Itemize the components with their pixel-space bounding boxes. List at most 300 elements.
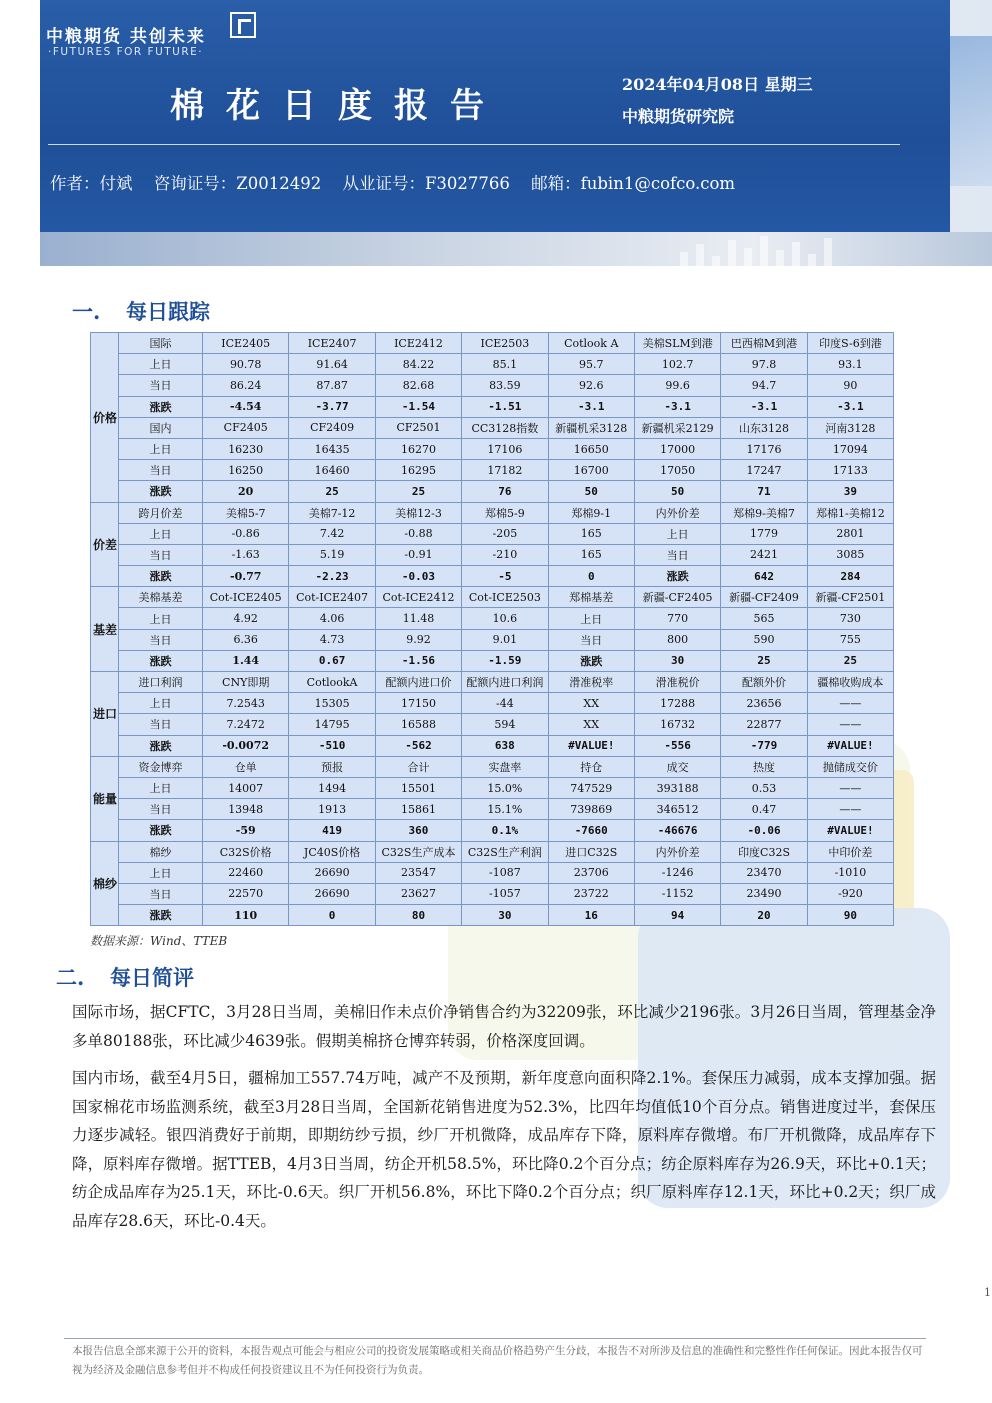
table-cell: 16700 xyxy=(548,460,634,481)
row-label: 当日 xyxy=(119,375,203,396)
group-label: 棉纱 xyxy=(91,841,119,926)
table-row xyxy=(91,333,894,354)
table-cell: -1010 xyxy=(807,862,893,883)
table-cell: 16650 xyxy=(548,438,634,459)
table-cell: -210 xyxy=(462,544,548,565)
table-cell: -4.54 xyxy=(203,396,289,417)
table-cell: 17050 xyxy=(634,460,720,481)
table-cell: 393188 xyxy=(634,777,720,798)
table-cell: CC3128指数 xyxy=(462,417,548,438)
table-cell: C32S生产利润 xyxy=(462,841,548,862)
table-cell: 590 xyxy=(721,629,807,650)
table-cell: CNY即期 xyxy=(203,672,289,693)
row-label: 当日 xyxy=(119,544,203,565)
table-cell: C32S价格 xyxy=(203,841,289,862)
table-cell: -1.63 xyxy=(203,544,289,565)
table-cell: 9.92 xyxy=(375,629,461,650)
table-row xyxy=(91,460,894,481)
table-cell: #VALUE! xyxy=(548,735,634,756)
table-cell: 新疆-CF2405 xyxy=(634,587,720,608)
table-cell: JC40S价格 xyxy=(289,841,375,862)
table-cell: 7.2472 xyxy=(203,714,289,735)
table-cell: 新疆-CF2501 xyxy=(807,587,893,608)
table-cell: 13948 xyxy=(203,799,289,820)
report-institute: 中粮期货研究院 xyxy=(622,107,735,126)
company-logo-text: 中粮期货 共创未来 xyxy=(46,27,206,47)
table-cell: 14795 xyxy=(289,714,375,735)
group-label: 基差 xyxy=(91,587,119,672)
table-cell: 16230 xyxy=(203,438,289,459)
table-cell: 26690 xyxy=(289,883,375,904)
table-cell: ICE2407 xyxy=(289,333,375,354)
table-cell: 新疆机采3128 xyxy=(548,417,634,438)
table-cell: Cot-ICE2412 xyxy=(375,587,461,608)
table-cell: 102.7 xyxy=(634,354,720,375)
report-date: 2024年04月08日 星期三 xyxy=(622,75,813,94)
table-cell: 16295 xyxy=(375,460,461,481)
table-cell: 郑棉1-美棉12 xyxy=(807,502,893,523)
table-row xyxy=(91,523,894,544)
table-cell: 15501 xyxy=(375,777,461,798)
table-cell: 4.73 xyxy=(289,629,375,650)
table-cell: -205 xyxy=(462,523,548,544)
row-label: 当日 xyxy=(119,714,203,735)
table-cell: —— xyxy=(807,693,893,714)
row-label: 资金博弈 xyxy=(119,756,203,777)
practice-id: 从业证号：F3027766 xyxy=(342,174,510,193)
table-cell: XX xyxy=(548,714,634,735)
table-cell: 实盘率 xyxy=(462,756,548,777)
table-cell: 346512 xyxy=(634,799,720,820)
row-label: 棉纱 xyxy=(119,841,203,862)
row-label: 涨跌 xyxy=(119,905,203,926)
table-cell: -0.03 xyxy=(375,566,461,587)
table-cell: 23627 xyxy=(375,883,461,904)
table-cell: 16460 xyxy=(289,460,375,481)
table-row xyxy=(91,714,894,735)
table-cell: 0 xyxy=(289,905,375,926)
table-cell: 30 xyxy=(634,650,720,671)
table-cell: -1087 xyxy=(462,862,548,883)
table-cell: 滑准税率 xyxy=(548,672,634,693)
table-cell: 16588 xyxy=(375,714,461,735)
table-cell: 河南3128 xyxy=(807,417,893,438)
table-cell: Cot-ICE2503 xyxy=(462,587,548,608)
table-cell: 110 xyxy=(203,905,289,926)
author-name: 作者：付斌 xyxy=(50,174,133,193)
table-cell: 6.36 xyxy=(203,629,289,650)
table-cell: 97.8 xyxy=(721,354,807,375)
table-cell: -3.1 xyxy=(807,396,893,417)
table-cell: 747529 xyxy=(548,777,634,798)
table-cell: 17150 xyxy=(375,693,461,714)
table-cell: 17133 xyxy=(807,460,893,481)
table-cell: -59 xyxy=(203,820,289,841)
table-cell: 26690 xyxy=(289,862,375,883)
table-cell: 上日 xyxy=(548,608,634,629)
table-cell: 抛储成交价 xyxy=(807,756,893,777)
table-row xyxy=(91,862,894,883)
table-cell: 91.64 xyxy=(289,354,375,375)
table-cell: 284 xyxy=(807,566,893,587)
table-cell: 755 xyxy=(807,629,893,650)
table-row xyxy=(91,820,894,841)
table-cell: 565 xyxy=(721,608,807,629)
table-cell: 22570 xyxy=(203,883,289,904)
row-label: 上日 xyxy=(119,354,203,375)
table-cell: 730 xyxy=(807,608,893,629)
table-cell: 594 xyxy=(462,714,548,735)
row-label: 美棉基差 xyxy=(119,587,203,608)
table-cell: -1.56 xyxy=(375,650,461,671)
table-cell: 当日 xyxy=(548,629,634,650)
table-cell: 85.1 xyxy=(462,354,548,375)
table-cell: 94 xyxy=(634,905,720,926)
table-cell: 16270 xyxy=(375,438,461,459)
table-row xyxy=(91,354,894,375)
table-cell: -3.77 xyxy=(289,396,375,417)
row-label: 上日 xyxy=(119,523,203,544)
table-cell: 郑棉9-1 xyxy=(548,502,634,523)
table-cell: 165 xyxy=(548,544,634,565)
table-row xyxy=(91,756,894,777)
table-cell: 美棉12-3 xyxy=(375,502,461,523)
table-cell: 2421 xyxy=(721,544,807,565)
table-cell: 83.59 xyxy=(462,375,548,396)
table-cell: Cot-ICE2407 xyxy=(289,587,375,608)
table-cell: —— xyxy=(807,799,893,820)
header-divider xyxy=(48,144,900,145)
table-cell: 0.1% xyxy=(462,820,548,841)
table-cell: 9.01 xyxy=(462,629,548,650)
table-cell: -0.88 xyxy=(375,523,461,544)
table-cell: 642 xyxy=(721,566,807,587)
table-cell: 87.87 xyxy=(289,375,375,396)
table-row xyxy=(91,735,894,756)
table-cell: -0.77 xyxy=(203,566,289,587)
row-label: 上日 xyxy=(119,693,203,714)
table-row xyxy=(91,629,894,650)
table-cell: -1246 xyxy=(634,862,720,883)
table-cell: 90 xyxy=(807,375,893,396)
table-cell: 17288 xyxy=(634,693,720,714)
row-label: 当日 xyxy=(119,460,203,481)
table-cell: 93.1 xyxy=(807,354,893,375)
table-cell: -3.1 xyxy=(548,396,634,417)
table-cell: 17182 xyxy=(462,460,548,481)
table-row xyxy=(91,481,894,502)
commentary-paragraph: 国际市场，据CFTC，3月28日当周，美棉旧作未点价净销售合约为32209张，环比减少2196张。3月26日当周，管理基金净多单80188张，环比减少4639张。假期美棉挤仓博弈转弱，价格深度回调。 xyxy=(72,1003,936,1050)
group-label: 能量 xyxy=(91,756,119,841)
table-cell: 95.7 xyxy=(548,354,634,375)
table-row xyxy=(91,608,894,629)
row-label: 当日 xyxy=(119,799,203,820)
row-label: 进口利润 xyxy=(119,672,203,693)
table-cell: 涨跌 xyxy=(548,650,634,671)
table-cell: 20 xyxy=(203,481,289,502)
table-cell: 17000 xyxy=(634,438,720,459)
table-cell: 4.92 xyxy=(203,608,289,629)
table-cell: 50 xyxy=(548,481,634,502)
table-row xyxy=(91,544,894,565)
table-cell: 25 xyxy=(289,481,375,502)
table-cell: CF2501 xyxy=(375,417,461,438)
table-row xyxy=(91,650,894,671)
table-cell: -46676 xyxy=(634,820,720,841)
table-cell: 0 xyxy=(548,566,634,587)
table-row xyxy=(91,566,894,587)
table-cell: #VALUE! xyxy=(807,820,893,841)
table-cell: -1.51 xyxy=(462,396,548,417)
table-cell: 7.2543 xyxy=(203,693,289,714)
table-cell: 配额内进口利润 xyxy=(462,672,548,693)
company-logo-icon xyxy=(230,12,256,38)
table-cell: 76 xyxy=(462,481,548,502)
table-row xyxy=(91,587,894,608)
table-cell: 合计 xyxy=(375,756,461,777)
table-cell: 热度 xyxy=(721,756,807,777)
table-cell: -7660 xyxy=(548,820,634,841)
table-cell: 1494 xyxy=(289,777,375,798)
data-source-note: 数据来源：Wind、TTEB xyxy=(90,934,228,948)
table-cell: 86.24 xyxy=(203,375,289,396)
table-cell: 23722 xyxy=(548,883,634,904)
table-cell: CotlookA xyxy=(289,672,375,693)
table-cell: -2.23 xyxy=(289,566,375,587)
table-cell: C32S生产成本 xyxy=(375,841,461,862)
group-label: 价格 xyxy=(91,333,119,503)
table-cell: -0.91 xyxy=(375,544,461,565)
table-cell: 14007 xyxy=(203,777,289,798)
table-cell: 16435 xyxy=(289,438,375,459)
row-label: 当日 xyxy=(119,629,203,650)
table-cell: 预报 xyxy=(289,756,375,777)
table-cell: 638 xyxy=(462,735,548,756)
table-cell: 50 xyxy=(634,481,720,502)
table-row xyxy=(91,438,894,459)
company-slogan: ·FUTURES FOR FUTURE· xyxy=(48,46,204,58)
table-cell: 上日 xyxy=(634,523,720,544)
table-cell: 新疆-CF2409 xyxy=(721,587,807,608)
table-row xyxy=(91,417,894,438)
table-cell: -1.54 xyxy=(375,396,461,417)
table-cell: -920 xyxy=(807,883,893,904)
table-cell: 23470 xyxy=(721,862,807,883)
table-cell: -1152 xyxy=(634,883,720,904)
table-row xyxy=(91,693,894,714)
section-title-commentary: 二. 每日简评 xyxy=(56,965,194,990)
table-row xyxy=(91,396,894,417)
table-cell: 419 xyxy=(289,820,375,841)
row-label: 上日 xyxy=(119,777,203,798)
table-cell: Cot-ICE2405 xyxy=(203,587,289,608)
table-cell: 770 xyxy=(634,608,720,629)
table-cell: 10.6 xyxy=(462,608,548,629)
table-cell: 90 xyxy=(807,905,893,926)
table-row xyxy=(91,672,894,693)
table-cell: 84.22 xyxy=(375,354,461,375)
table-cell: -779 xyxy=(721,735,807,756)
table-cell: 23656 xyxy=(721,693,807,714)
row-label: 上日 xyxy=(119,438,203,459)
disclaimer-footer: 本报告信息全部来源于公开的资料，本报告观点可能会与相应公司的投资发展策略或相关商品价格趋势产生分歧，本报告不对所涉及信息的准确性和完整性作任何保证。因此本报告仅可视为经济及金融信息参考但并不构成任何投资建议且不为任何投资行为负责。 xyxy=(72,1345,923,1376)
table-cell: 739869 xyxy=(548,799,634,820)
table-cell: CF2409 xyxy=(289,417,375,438)
table-cell: CF2405 xyxy=(203,417,289,438)
table-cell: 3085 xyxy=(807,544,893,565)
table-cell: 新疆机采2129 xyxy=(634,417,720,438)
row-label: 涨跌 xyxy=(119,566,203,587)
row-label: 涨跌 xyxy=(119,396,203,417)
commentary-paragraph: 国内市场，截至4月5日，疆棉加工557.74万吨，减产不及预期，新年度意向面积降2.1%。套保压力减弱，成本支撑加强。据国家棉花市场监测系统，截至3月28日当周，全国新花销售进度为52.3%，比四年均值低10个百分点。销售进度过半，套保压力逐步减轻。银四消费好于前期，即期纺纱亏损，纱厂开机微降，成品库存下降，原料库存微增。布厂开机微降，成品库存下降，原料库存微增。据TTEB，4月3日当周，纺企开机58.5%，环比降0.2个百分点；纺企原料库存为26.9天，环比+0.1天；纺企成品库存为25.1天，环比-0.6天。织厂开机56.8%，环比下降0.2个百分点；织厂原料库存12.1天，环比+0.2天；织厂成品库存28.6天，环比-0.4天。 xyxy=(72,1069,936,1230)
row-label: 国际 xyxy=(119,333,203,354)
table-cell: 5.19 xyxy=(289,544,375,565)
table-cell: 20 xyxy=(721,905,807,926)
table-cell: —— xyxy=(807,714,893,735)
table-cell: 165 xyxy=(548,523,634,544)
row-label: 涨跌 xyxy=(119,650,203,671)
row-label: 上日 xyxy=(119,862,203,883)
table-cell: Cotlook A xyxy=(548,333,634,354)
table-cell: 当日 xyxy=(634,544,720,565)
table-cell: 印度S-6到港 xyxy=(807,333,893,354)
table-cell: 16732 xyxy=(634,714,720,735)
table-cell: 内外价差 xyxy=(634,841,720,862)
table-cell: 郑棉9-美棉7 xyxy=(721,502,807,523)
table-cell: 成交 xyxy=(634,756,720,777)
table-cell: 23547 xyxy=(375,862,461,883)
table-cell: 郑棉基差 xyxy=(548,587,634,608)
table-cell: 15.1% xyxy=(462,799,548,820)
table-row xyxy=(91,777,894,798)
table-cell: 美棉SLM到港 xyxy=(634,333,720,354)
table-cell: 配额内进口价 xyxy=(375,672,461,693)
table-cell: 16 xyxy=(548,905,634,926)
table-cell: XX xyxy=(548,693,634,714)
table-cell: -1.59 xyxy=(462,650,548,671)
row-label: 国内 xyxy=(119,417,203,438)
table-cell: 4.06 xyxy=(289,608,375,629)
table-cell: 滑准税价 xyxy=(634,672,720,693)
table-cell: —— xyxy=(807,777,893,798)
table-cell: 25 xyxy=(375,481,461,502)
table-cell: 92.6 xyxy=(548,375,634,396)
table-cell: 23490 xyxy=(721,883,807,904)
table-cell: -3.1 xyxy=(634,396,720,417)
table-cell: 7.42 xyxy=(289,523,375,544)
table-cell: 17247 xyxy=(721,460,807,481)
table-cell: 美棉7-12 xyxy=(289,502,375,523)
table-cell: 15861 xyxy=(375,799,461,820)
table-row xyxy=(91,375,894,396)
table-cell: 15305 xyxy=(289,693,375,714)
table-cell: 25 xyxy=(721,650,807,671)
table-cell: #VALUE! xyxy=(807,735,893,756)
table-cell: 360 xyxy=(375,820,461,841)
table-cell: 800 xyxy=(634,629,720,650)
table-row xyxy=(91,841,894,862)
table-cell: 中印价差 xyxy=(807,841,893,862)
row-label: 当日 xyxy=(119,883,203,904)
table-cell: 82.68 xyxy=(375,375,461,396)
table-cell: 16250 xyxy=(203,460,289,481)
table-cell: ICE2503 xyxy=(462,333,548,354)
table-cell: 巴西棉M到港 xyxy=(721,333,807,354)
table-cell: ICE2405 xyxy=(203,333,289,354)
table-cell: 90.78 xyxy=(203,354,289,375)
section-title-tracking: 一. 每日跟踪 xyxy=(72,299,210,324)
report-title: 棉花日度报告 xyxy=(170,86,506,126)
table-cell: 15.0% xyxy=(462,777,548,798)
table-cell: 22460 xyxy=(203,862,289,883)
table-row xyxy=(91,799,894,820)
author-info xyxy=(50,170,751,194)
table-cell: 1913 xyxy=(289,799,375,820)
table-cell: 0.47 xyxy=(721,799,807,820)
table-cell: 2801 xyxy=(807,523,893,544)
table-cell: 30 xyxy=(462,905,548,926)
table-cell: -0.86 xyxy=(203,523,289,544)
table-cell: 11.48 xyxy=(375,608,461,629)
table-cell: 内外价差 xyxy=(634,502,720,523)
table-cell: 涨跌 xyxy=(634,566,720,587)
table-cell: 美棉5-7 xyxy=(203,502,289,523)
footer-divider xyxy=(64,1338,926,1339)
table-cell: 印度C32S xyxy=(721,841,807,862)
banner-chart-strip xyxy=(40,232,992,266)
table-cell: 25 xyxy=(807,650,893,671)
table-cell: 1779 xyxy=(721,523,807,544)
table-cell: 仓单 xyxy=(203,756,289,777)
table-cell: -3.1 xyxy=(721,396,807,417)
daily-tracking-table xyxy=(90,332,894,926)
table-cell: 17094 xyxy=(807,438,893,459)
row-label: 跨月价差 xyxy=(119,502,203,523)
table-cell: 郑棉5-9 xyxy=(462,502,548,523)
table-cell: 0.53 xyxy=(721,777,807,798)
row-label: 涨跌 xyxy=(119,820,203,841)
author-email: 邮箱：fubin1@cofco.com xyxy=(531,174,736,193)
table-row xyxy=(91,905,894,926)
table-cell: 80 xyxy=(375,905,461,926)
table-cell: 39 xyxy=(807,481,893,502)
table-cell: 99.6 xyxy=(634,375,720,396)
table-cell: 94.7 xyxy=(721,375,807,396)
table-cell: -0.0072 xyxy=(203,735,289,756)
table-cell: 进口C32S xyxy=(548,841,634,862)
row-label: 涨跌 xyxy=(119,481,203,502)
table-row xyxy=(91,883,894,904)
group-label: 进口 xyxy=(91,672,119,757)
table-cell: 山东3128 xyxy=(721,417,807,438)
table-cell: -5 xyxy=(462,566,548,587)
consult-id: 咨询证号：Z0012492 xyxy=(153,174,322,193)
table-row xyxy=(91,502,894,523)
table-cell: ICE2412 xyxy=(375,333,461,354)
table-cell: 17106 xyxy=(462,438,548,459)
table-cell: -556 xyxy=(634,735,720,756)
table-cell: -562 xyxy=(375,735,461,756)
page-number: 1 xyxy=(984,1286,991,1299)
table-cell: 1.44 xyxy=(203,650,289,671)
table-cell: -1057 xyxy=(462,883,548,904)
table-cell: -0.06 xyxy=(721,820,807,841)
table-cell: 17176 xyxy=(721,438,807,459)
table-cell: 持仓 xyxy=(548,756,634,777)
table-cell: 配额外价 xyxy=(721,672,807,693)
table-cell: 23706 xyxy=(548,862,634,883)
table-cell: 71 xyxy=(721,481,807,502)
